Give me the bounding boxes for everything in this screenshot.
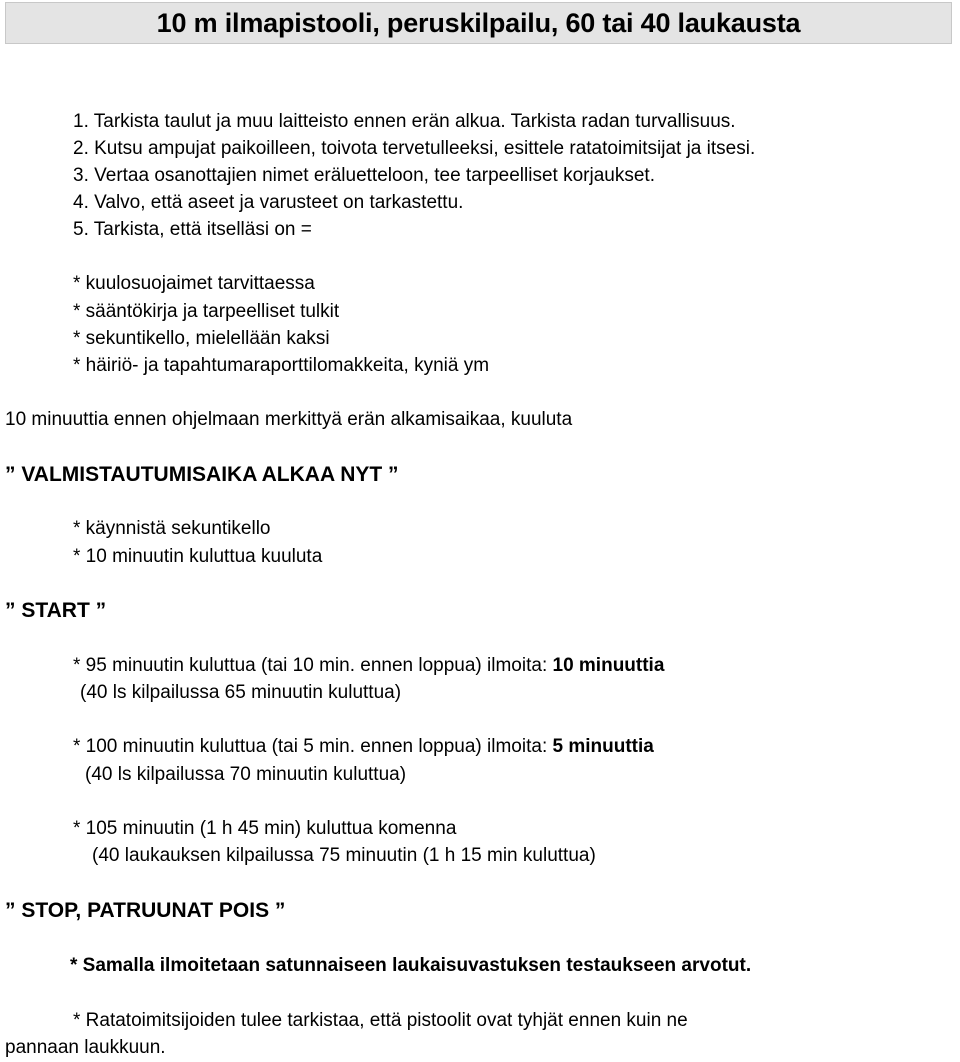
announce-10-prefix: * 95 minuutin kuluttua (tai 10 min. ennen loppua) ilmoita: (73, 655, 553, 676)
step-4: 4. Valvo, että aseet ja varusteet on tarkastettu. (73, 192, 464, 213)
page-title: 10 m ilmapistooli, peruskilpailu, 60 tai 40 laukausta (156, 8, 801, 38)
announce-5-prefix: * 100 minuutin kuluttua (tai 5 min. ennen loppua) ilmoita: (73, 736, 553, 757)
announce-5-sub: (40 ls kilpailussa 70 minuutin kuluttua) (85, 764, 407, 785)
step-5: 5. Tarkista, että itselläsi on = (73, 219, 312, 240)
announce-5-line (73, 735, 654, 759)
announce-10-line (73, 654, 664, 678)
step-2: 2. Kutsu ampujat paikoilleen, toivota tervetulleeksi, esittele ratatoimitsijat ja itsesi. (73, 138, 756, 159)
announce-stop-line: * 105 minuutin (1 h 45 min) kuluttua komenna (73, 818, 457, 839)
start-announcement: ” START ” (5, 599, 107, 622)
announce-10-emph: 10 minuuttia (552, 655, 665, 676)
final-note-line: pannaan laukkuun. (5, 1037, 166, 1058)
title-banner (5, 2, 952, 44)
checklist-item: * sääntökirja ja tarpeelliset tulkit (73, 301, 340, 322)
prep-step: * 10 minuutin kuluttua kuuluta (73, 546, 323, 567)
prep-announcement: ” VALMISTAUTUMISAIKA ALKAA NYT ” (5, 463, 399, 486)
announce-5-emph: 5 minuuttia (552, 736, 654, 757)
checklist-item: * häiriö- ja tapahtumaraporttilomakkeita, kyniä ym (73, 355, 490, 376)
final-note-line: * Ratatoimitsijoiden tulee tarkistaa, että pistoolit ovat tyhjät ennen kuin ne (73, 1010, 688, 1031)
stop-announcement: ” STOP, PATRUUNAT POIS ” (5, 899, 286, 922)
prep-step: * käynnistä sekuntikello (73, 518, 271, 539)
announce-10-sub: (40 ls kilpailussa 65 minuutin kuluttua) (80, 682, 402, 703)
checklist-item: * kuulosuojaimet tarvittaessa (73, 273, 315, 294)
step-1: 1. Tarkista taulut ja muu laitteisto ennen erän alkua. Tarkista radan turvallisuus. (73, 111, 736, 132)
ten-minutes-note: 10 minuuttia ennen ohjelmaan merkittyä erän alkamisaikaa, kuuluta (5, 409, 573, 430)
step-3: 3. Vertaa osanottajien nimet eräluetteloon, tee tarpeelliset korjaukset. (73, 165, 655, 186)
checklist-item: * sekuntikello, mielellään kaksi (73, 328, 330, 349)
random-check-note: * Samalla ilmoitetaan satunnaiseen laukaisuvastuksen testaukseen arvotut. (70, 955, 752, 976)
announce-stop-sub: (40 laukauksen kilpailussa 75 minuutin (1 h 15 min kuluttua) (92, 845, 596, 866)
